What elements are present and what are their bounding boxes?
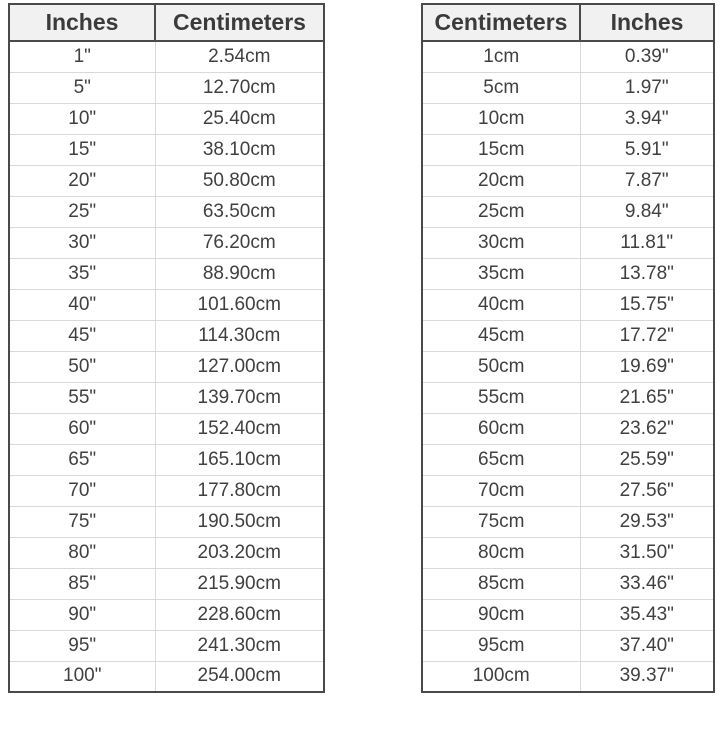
table-row xyxy=(9,382,324,413)
table-cell: 15" xyxy=(9,134,155,165)
table-cell: 85cm xyxy=(422,568,580,599)
column-header-inches: Inches xyxy=(580,4,714,41)
table-row xyxy=(422,475,714,506)
table-cell: 11.81" xyxy=(580,227,714,258)
table-row xyxy=(422,227,714,258)
table-row xyxy=(9,320,324,351)
table-cell: 100" xyxy=(9,661,155,692)
table-row xyxy=(422,196,714,227)
table-cell: 60" xyxy=(9,413,155,444)
table-row xyxy=(9,196,324,227)
table-cell: 13.78" xyxy=(580,258,714,289)
table-cell: 5" xyxy=(9,72,155,103)
table-row xyxy=(9,537,324,568)
table-row xyxy=(422,537,714,568)
table-cell: 15.75" xyxy=(580,289,714,320)
table-row xyxy=(422,103,714,134)
table-cell: 50" xyxy=(9,351,155,382)
table-cell: 10" xyxy=(9,103,155,134)
table-cell: 1" xyxy=(9,41,155,72)
column-header-centimeters: Centimeters xyxy=(155,4,324,41)
column-header-inches: Inches xyxy=(9,4,155,41)
table-row xyxy=(422,599,714,630)
table-cell: 45cm xyxy=(422,320,580,351)
header-row xyxy=(9,4,324,41)
table-cell: 35cm xyxy=(422,258,580,289)
table-row xyxy=(422,444,714,475)
table-cell: 23.62" xyxy=(580,413,714,444)
table-cell: 241.30cm xyxy=(155,630,324,661)
table-cell: 215.90cm xyxy=(155,568,324,599)
table-cell: 63.50cm xyxy=(155,196,324,227)
table-cell: 25cm xyxy=(422,196,580,227)
table-cell: 5.91" xyxy=(580,134,714,165)
table-cell: 29.53" xyxy=(580,506,714,537)
table-row xyxy=(422,134,714,165)
table-cell: 50cm xyxy=(422,351,580,382)
table-cell: 38.10cm xyxy=(155,134,324,165)
table-cell: 95cm xyxy=(422,630,580,661)
table-cell: 7.87" xyxy=(580,165,714,196)
table-row xyxy=(9,506,324,537)
table-cell: 85" xyxy=(9,568,155,599)
table-row xyxy=(9,227,324,258)
table-cell: 21.65" xyxy=(580,382,714,413)
table-row xyxy=(9,661,324,692)
table-cell: 1.97" xyxy=(580,72,714,103)
inches-to-centimeters-table xyxy=(8,3,325,693)
table-cell: 3.94" xyxy=(580,103,714,134)
table-body xyxy=(9,41,324,692)
table-cell: 2.54cm xyxy=(155,41,324,72)
table-row xyxy=(422,661,714,692)
table-cell: 70cm xyxy=(422,475,580,506)
table-row xyxy=(422,72,714,103)
header-row xyxy=(422,4,714,41)
table-row xyxy=(9,103,324,134)
table-row xyxy=(422,289,714,320)
table-cell: 100cm xyxy=(422,661,580,692)
table-row xyxy=(9,165,324,196)
table-cell: 152.40cm xyxy=(155,413,324,444)
table-cell: 25.59" xyxy=(580,444,714,475)
table-row xyxy=(9,289,324,320)
table-cell: 33.46" xyxy=(580,568,714,599)
column-header-centimeters: Centimeters xyxy=(422,4,580,41)
table-cell: 80" xyxy=(9,537,155,568)
table-cell: 37.40" xyxy=(580,630,714,661)
table-cell: 95" xyxy=(9,630,155,661)
table-cell: 228.60cm xyxy=(155,599,324,630)
table-row xyxy=(9,599,324,630)
table-cell: 1cm xyxy=(422,41,580,72)
table-cell: 75cm xyxy=(422,506,580,537)
table-row xyxy=(9,568,324,599)
table-cell: 30cm xyxy=(422,227,580,258)
centimeters-to-inches-table xyxy=(421,3,715,693)
table-cell: 190.50cm xyxy=(155,506,324,537)
table-cell: 90cm xyxy=(422,599,580,630)
table-row xyxy=(422,413,714,444)
table-header xyxy=(9,4,324,41)
table-row xyxy=(9,41,324,72)
table-cell: 254.00cm xyxy=(155,661,324,692)
table-cell: 90" xyxy=(9,599,155,630)
table-row xyxy=(422,630,714,661)
table-row xyxy=(422,382,714,413)
table-row xyxy=(9,413,324,444)
table-cell: 165.10cm xyxy=(155,444,324,475)
table-cell: 203.20cm xyxy=(155,537,324,568)
table-header xyxy=(422,4,714,41)
table-cell: 0.39" xyxy=(580,41,714,72)
table-row xyxy=(9,258,324,289)
table-cell: 50.80cm xyxy=(155,165,324,196)
table-cell: 65cm xyxy=(422,444,580,475)
table-cell: 40cm xyxy=(422,289,580,320)
table-cell: 55" xyxy=(9,382,155,413)
table-cell: 70" xyxy=(9,475,155,506)
table-cell: 12.70cm xyxy=(155,72,324,103)
table-row xyxy=(9,475,324,506)
table-cell: 60cm xyxy=(422,413,580,444)
table-row xyxy=(9,444,324,475)
table-cell: 35.43" xyxy=(580,599,714,630)
table-row xyxy=(9,72,324,103)
table-cell: 39.37" xyxy=(580,661,714,692)
table-row xyxy=(422,165,714,196)
table-cell: 20cm xyxy=(422,165,580,196)
table-cell: 25.40cm xyxy=(155,103,324,134)
table-cell: 30" xyxy=(9,227,155,258)
table-cell: 5cm xyxy=(422,72,580,103)
table-cell: 15cm xyxy=(422,134,580,165)
table-cell: 20" xyxy=(9,165,155,196)
table-row xyxy=(9,630,324,661)
table-cell: 65" xyxy=(9,444,155,475)
table-cell: 139.70cm xyxy=(155,382,324,413)
table-body xyxy=(422,41,714,692)
table-row xyxy=(422,41,714,72)
table-cell: 177.80cm xyxy=(155,475,324,506)
table-cell: 101.60cm xyxy=(155,289,324,320)
table-cell: 127.00cm xyxy=(155,351,324,382)
table-cell: 114.30cm xyxy=(155,320,324,351)
table-row xyxy=(422,258,714,289)
table-row xyxy=(422,351,714,382)
table-cell: 55cm xyxy=(422,382,580,413)
table-cell: 27.56" xyxy=(580,475,714,506)
table-cell: 9.84" xyxy=(580,196,714,227)
table-cell: 19.69" xyxy=(580,351,714,382)
table-row xyxy=(422,506,714,537)
table-row xyxy=(9,351,324,382)
table-row xyxy=(422,320,714,351)
table-cell: 40" xyxy=(9,289,155,320)
table-cell: 25" xyxy=(9,196,155,227)
table-cell: 75" xyxy=(9,506,155,537)
table-row xyxy=(9,134,324,165)
table-cell: 45" xyxy=(9,320,155,351)
table-row xyxy=(422,568,714,599)
table-cell: 35" xyxy=(9,258,155,289)
table-cell: 31.50" xyxy=(580,537,714,568)
table-cell: 88.90cm xyxy=(155,258,324,289)
table-cell: 10cm xyxy=(422,103,580,134)
table-cell: 17.72" xyxy=(580,320,714,351)
table-cell: 76.20cm xyxy=(155,227,324,258)
table-cell: 80cm xyxy=(422,537,580,568)
